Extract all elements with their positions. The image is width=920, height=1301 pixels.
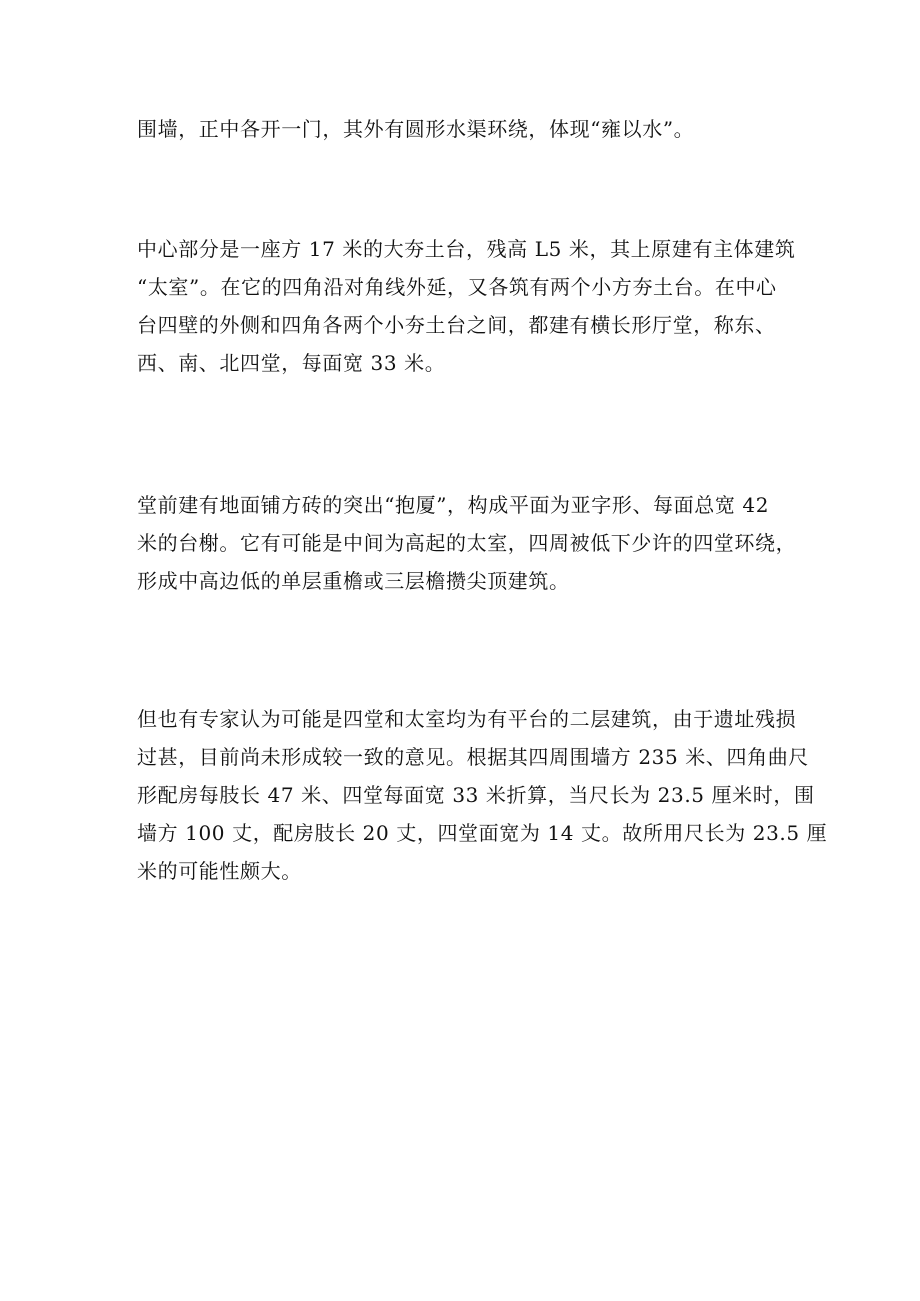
paragraph-line: 但也有专家认为可能是四堂和太室均为有平台的二层建筑，由于遗址残损: [137, 707, 797, 731]
paragraph-line: 米的可能性颇大。: [137, 859, 302, 883]
paragraph-line: 形配房每肢长 47 米、四堂每面宽 33 米折算，当尺长为 23.5 厘米时，围: [137, 783, 815, 807]
paragraph-line: “太室”。在它的四角沿对角线外延，又各筑有两个小方夯土台。在中心: [137, 275, 777, 299]
paragraph-line: 堂前建有地面铺方砖的突出“抱厦”，构成平面为亚字形、每面总宽 42: [137, 493, 770, 517]
paragraph-line: 墙方 100 丈，配房肢长 20 丈，四堂面宽为 14 丈。故所用尺长为 23.5 厘: [137, 821, 828, 845]
paragraph-line: 过甚，目前尚未形成较一致的意见。根据其四周围墙方 235 米、四角曲尺: [137, 745, 809, 769]
paragraph-line: 围墙，正中各开一门，其外有圆形水渠环绕，体现“雍以水”。: [137, 117, 695, 141]
paragraph-line: 台四壁的外侧和四角各两个小夯土台之间，都建有横长形厅堂，称东、: [137, 313, 776, 337]
paragraph-2: [137, 230, 796, 382]
paragraph-1: [137, 110, 777, 148]
paragraph-line: 米的台榭。它有可能是中间为高起的太室，四周被低下少许的四堂环绕，: [137, 531, 797, 555]
paragraph-line: 形成中高边低的单层重檐或三层檐攒尖顶建筑。: [137, 569, 570, 593]
paragraph-3: [137, 486, 797, 600]
paragraph-line: 西、南、北四堂，每面宽 33 米。: [137, 351, 446, 375]
paragraph-line: 中心部分是一座方 17 米的大夯土台，残高 L5 米，其上原建有主体建筑: [137, 237, 796, 261]
paragraph-4: [137, 700, 828, 890]
